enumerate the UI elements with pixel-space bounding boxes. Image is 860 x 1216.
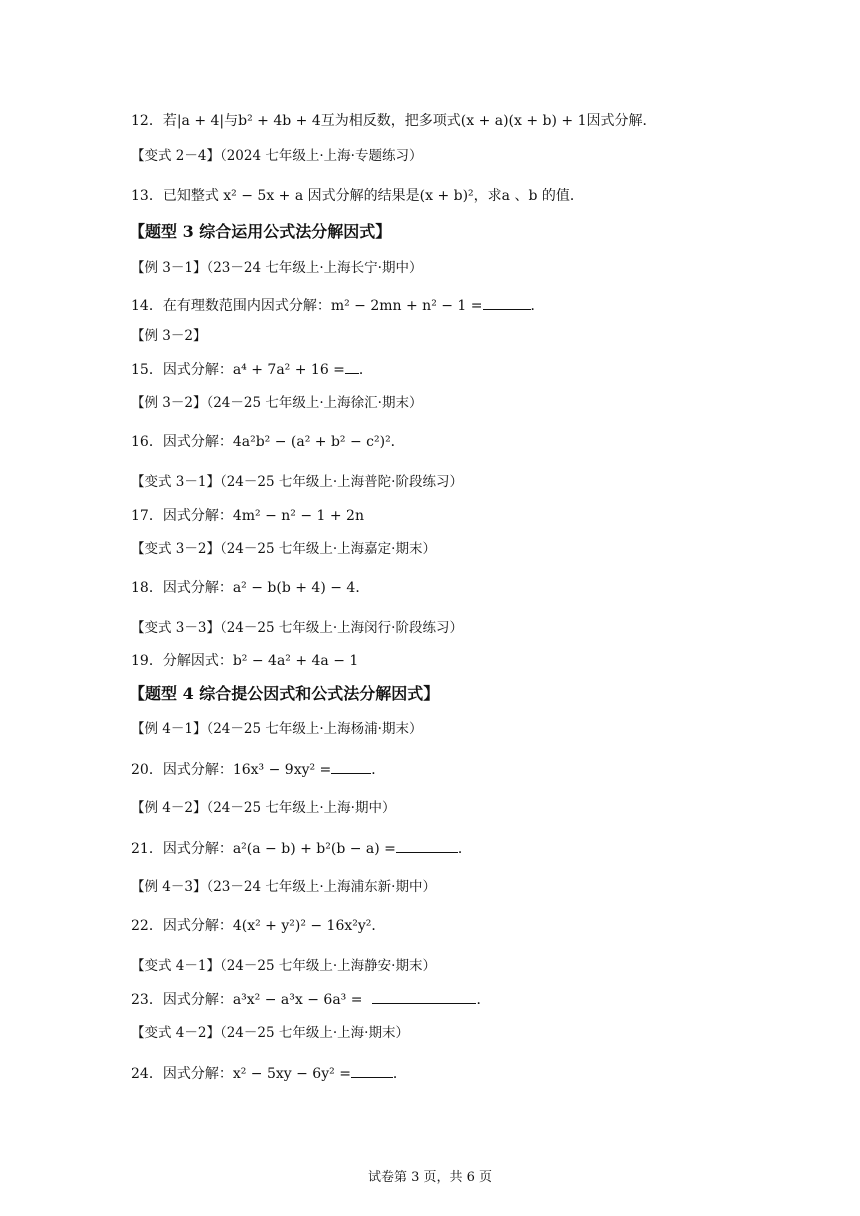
answer-blank[interactable] bbox=[351, 1063, 393, 1078]
q18: 18．因式分解：a² − b(b + 4) − 4． bbox=[131, 580, 370, 596]
source-variant-3-3: 【变式 3－3】（24－25 七年级上·上海闵行·阶段练习） bbox=[131, 620, 463, 636]
answer-blank[interactable] bbox=[345, 359, 359, 374]
q19: 19．分解因式：b² − 4a² + 4a − 1 bbox=[131, 653, 359, 669]
q17: 17．因式分解：4m² − n² − 1 + 2n bbox=[131, 508, 364, 524]
answer-blank[interactable] bbox=[372, 989, 476, 1004]
q22: 22．因式分解：4(x² + y²)² − 16x²y²． bbox=[131, 918, 386, 934]
q14: 14．在有理数范围内因式分解：m² − 2mn + n² − 1 = ． bbox=[131, 295, 545, 316]
q15: 15．因式分解：a⁴ + 7a² + 16 = ． bbox=[131, 359, 373, 380]
source-example-3-1: 【例 3－1】（23－24 七年级上·上海长宁·期中） bbox=[131, 260, 423, 276]
page-footer: 试卷第 3 页，共 6 页 bbox=[367, 1170, 493, 1185]
source-example-3-2b: 【例 3－2】（24－25 七年级上·上海徐汇·期末） bbox=[131, 395, 423, 411]
source-variant-3-1: 【变式 3－1】（24－25 七年级上·上海普陀·阶段练习） bbox=[131, 474, 463, 490]
section-heading-type3: 【题型 3 综合运用公式法分解因式】 bbox=[129, 222, 392, 241]
q21: 21．因式分解：a²(a − b) + b²(b − a) = ． bbox=[131, 838, 472, 859]
q16: 16．因式分解：4a²b² − (a² + b² − c²)²． bbox=[131, 434, 405, 450]
q20: 20．因式分解：16x³ − 9xy² = ． bbox=[131, 759, 385, 780]
source-variant-3-2: 【变式 3－2】（24－25 七年级上·上海嘉定·期末） bbox=[131, 541, 436, 557]
source-variant-4-1: 【变式 4－1】（24－25 七年级上·上海静安·期末） bbox=[131, 958, 436, 974]
answer-blank[interactable] bbox=[396, 838, 458, 853]
answer-blank[interactable] bbox=[483, 295, 531, 310]
answer-blank[interactable] bbox=[331, 759, 371, 774]
section-heading-type4: 【题型 4 综合提公因式和公式法分解因式】 bbox=[129, 684, 440, 703]
q23: 23．因式分解：a³x² − a³x − 6a³ = ． bbox=[131, 989, 490, 1010]
source-example-4-1: 【例 4－1】（24－25 七年级上·上海杨浦·期末） bbox=[131, 721, 423, 737]
source-variant-4-2: 【变式 4－2】（24－25 七年级上·上海·期末） bbox=[131, 1025, 409, 1041]
source-variant-2-4: 【变式 2－4】（2024 七年级上·上海·专题练习） bbox=[131, 148, 423, 164]
q24: 24．因式分解：x² − 5xy − 6y² = ． bbox=[131, 1063, 407, 1084]
source-example-3-2a: 【例 3－2】 bbox=[131, 328, 207, 344]
source-example-4-3: 【例 4－3】（23－24 七年级上·上海浦东新·期中） bbox=[131, 879, 436, 895]
q12: 12．若|a + 4|与b² + 4b + 4互为相反数，把多项式(x + a)(x + b) + 1因式分解． bbox=[131, 113, 657, 129]
q13: 13．已知整式 x² − 5x + a 因式分解的结果是(x + b)²，求a 、b 的值． bbox=[131, 188, 584, 204]
source-example-4-2: 【例 4－2】（24－25 七年级上·上海·期中） bbox=[131, 800, 396, 816]
